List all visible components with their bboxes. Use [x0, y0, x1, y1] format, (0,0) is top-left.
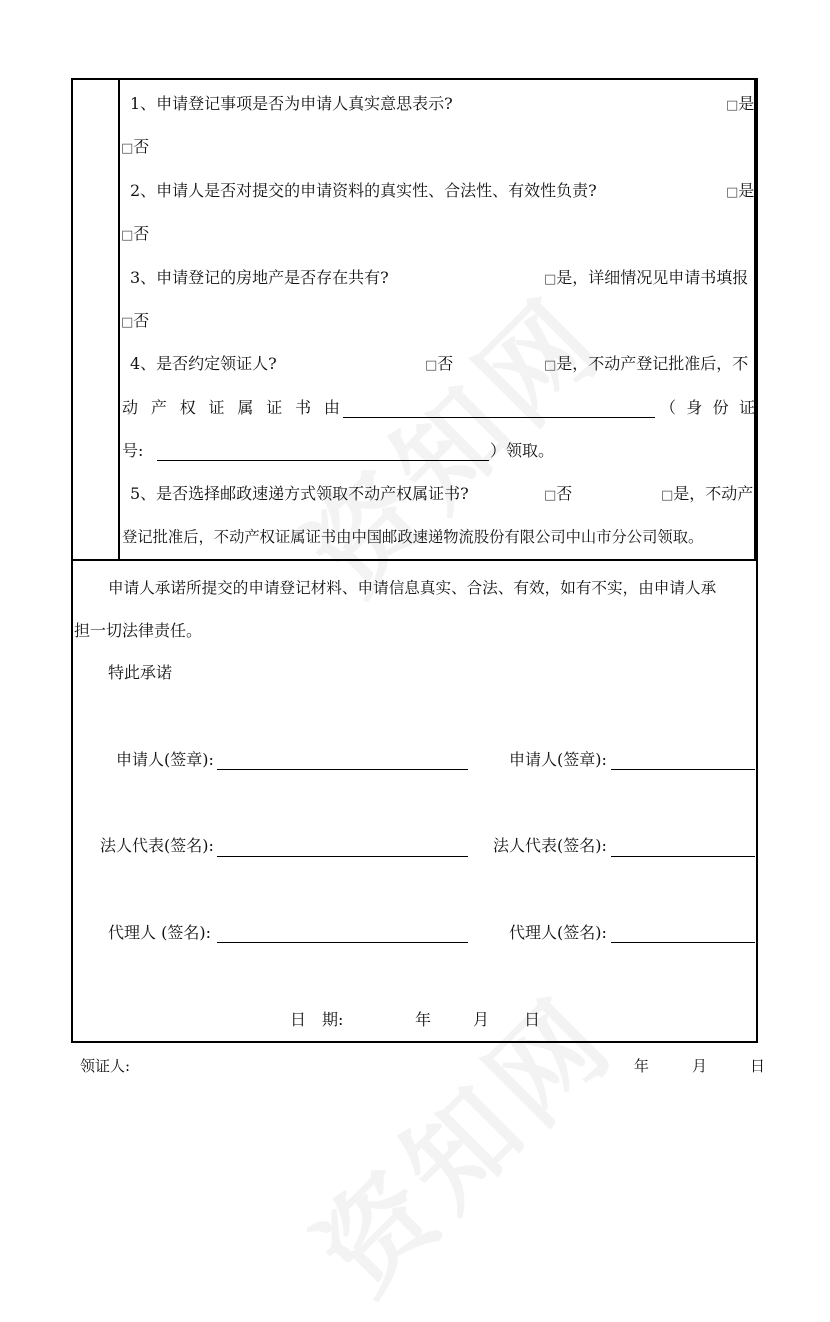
q4-line3-prefix: 号: — [122, 441, 144, 460]
checkbox-icon[interactable]: □ — [661, 488, 674, 503]
q5-yes-option[interactable]: □是，不动产 — [661, 484, 754, 503]
date-day: 日 — [524, 1010, 541, 1029]
q2-yes-option[interactable]: □是 — [726, 181, 755, 200]
applicant-signature-label-left: 申请人(签章): — [116, 750, 214, 769]
legal-rep-signature-field-right[interactable] — [611, 856, 755, 857]
checkbox-icon[interactable]: □ — [425, 358, 438, 373]
checkbox-icon[interactable]: □ — [121, 141, 134, 156]
applicant-signature-label-right: 申请人(签章): — [509, 750, 607, 769]
legal-rep-signature-label-right: 法人代表(签名): — [493, 836, 607, 855]
collector-label: 领证人: — [80, 1057, 131, 1075]
agent-signature-field-left[interactable] — [217, 942, 468, 943]
question-3: 3、申请登记的房地产是否存在共有? — [130, 268, 389, 287]
checkbox-icon[interactable]: □ — [544, 488, 557, 503]
checkbox-icon[interactable]: □ — [121, 315, 134, 330]
question-1: 1、申请登记事项是否为申请人真实意思表示? — [130, 94, 453, 113]
q3-no-option[interactable]: □否 — [121, 311, 150, 330]
date-year: 年 — [415, 1010, 432, 1029]
agent-signature-field-right[interactable] — [611, 942, 755, 943]
agent-signature-label-right: 代理人(签名): — [509, 923, 607, 942]
applicant-signature-field-right[interactable] — [611, 769, 755, 770]
q5-no-option[interactable]: □否 — [544, 484, 573, 503]
collector-name-field[interactable] — [343, 417, 655, 418]
agent-signature-label-left: 代理人 (签名): — [108, 923, 211, 942]
pledge-line-3: 特此承诺 — [108, 663, 173, 682]
legal-rep-signature-label-left: 法人代表(签名): — [100, 836, 214, 855]
inner-left-border — [118, 78, 120, 561]
footer-day: 日 — [750, 1057, 766, 1075]
q1-no-option[interactable]: □否 — [121, 137, 150, 156]
question-5: 5、是否选择邮政速递方式领取不动产权属证书? — [130, 484, 469, 503]
footer-year: 年 — [634, 1057, 650, 1075]
q4-id-label: （ 身 份 证 — [660, 398, 755, 417]
pledge-line-2: 担一切法律责任。 — [74, 621, 203, 640]
q4-line2-text: 动 产 权 证 属 证 书 由 — [122, 398, 340, 417]
checkbox-icon[interactable]: □ — [121, 228, 134, 243]
footer-month: 月 — [692, 1057, 708, 1075]
q5-line2: 登记批准后，不动产权证属证书由中国邮政速递物流股份有限公司中山市分公司领取。 — [122, 528, 704, 546]
legal-rep-signature-field-left[interactable] — [217, 856, 468, 857]
date-month: 月 — [473, 1010, 490, 1029]
checkbox-icon[interactable]: □ — [544, 272, 557, 287]
inner-right-border — [754, 78, 756, 561]
q4-no-option[interactable]: □否 — [425, 354, 454, 373]
q4-line3-suffix: ）领取。 — [490, 441, 555, 460]
q2-no-option[interactable]: □否 — [121, 224, 150, 243]
pledge-line-1: 申请人承诺所提交的申请登记材料、申请信息真实、合法、有效，如有不实，由申请人承 — [108, 579, 717, 597]
date-label: 日 期: — [290, 1010, 344, 1029]
checkbox-icon[interactable]: □ — [726, 98, 739, 113]
q4-yes-option[interactable]: □是，不动产登记批准后，不 — [544, 354, 749, 373]
question-2: 2、申请人是否对提交的申请资料的真实性、合法性、有效性负责? — [130, 181, 597, 200]
q3-yes-option[interactable]: □是，详细情况见申请书填报 — [544, 268, 749, 287]
checkbox-icon[interactable]: □ — [726, 185, 739, 200]
q1-yes-option[interactable]: □是 — [726, 94, 755, 113]
collector-id-field[interactable] — [157, 460, 489, 461]
question-4: 4、是否约定领证人? — [130, 354, 277, 373]
applicant-signature-field-left[interactable] — [217, 769, 468, 770]
checkbox-icon[interactable]: □ — [544, 358, 557, 373]
